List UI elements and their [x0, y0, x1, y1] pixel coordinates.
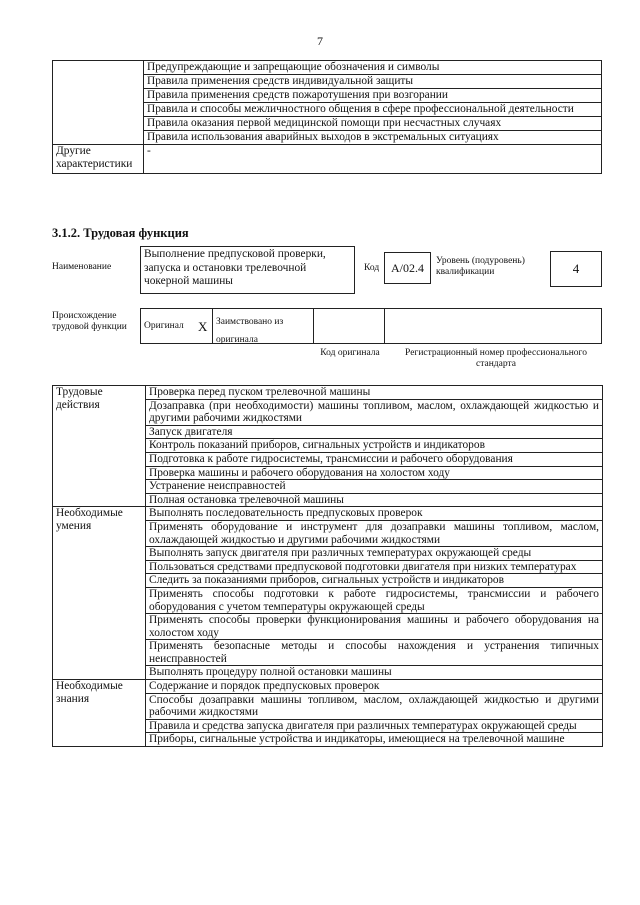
group-label: Трудовые действия: [53, 386, 146, 507]
table-cell: Выполнять запуск двигателя при различных температурах окружающей среды: [146, 547, 603, 561]
table-cell: Предупреждающие и запрещающие обозначения и символы: [144, 61, 602, 75]
page-number: 7: [317, 34, 323, 48]
table-cell: Выполнять процедуру полной остановки машины: [146, 666, 603, 680]
table-cell: Способы дозаправки машины топливом, маслом, охлаждающей жидкостью и другими рабочими жидкостями: [146, 693, 603, 719]
table-cell: Применять безопасные методы и способы нахождения и устранения типичных неисправностей: [146, 640, 603, 666]
borrowed-label: Заимствовано из оригинала: [216, 317, 284, 345]
group-label: Необходимые умения: [53, 507, 146, 680]
code-value: А/02.4: [391, 261, 424, 275]
table-row: [53, 507, 603, 521]
table-cell: Выполнять последовательность предпусковых проверок: [146, 507, 603, 521]
table-cell: Полная остановка трелевочной машины: [146, 493, 603, 507]
level-box: [550, 251, 602, 287]
table-row: [53, 680, 603, 694]
code-original-caption: Код оригинала: [320, 348, 380, 358]
table-row: [53, 61, 602, 75]
original-mark: X: [198, 319, 208, 334]
group-label: Необходимые знания: [53, 680, 146, 747]
table-cell: Правила применения средств индивидуальной защиты: [144, 75, 602, 89]
table-cell: Устранение неисправностей: [146, 480, 603, 494]
table-cell: Применять оборудование и инструмент для дозаправки машины топливом, маслом, охлаждающей жидкостью и другими рабочими жидкостями: [146, 520, 603, 546]
continued-table: [52, 60, 602, 174]
original-label: Оригинал: [144, 321, 184, 331]
level-value: 4: [572, 261, 580, 276]
name-label: Наименование: [52, 262, 112, 272]
table-cell: Правила применения средств пожаротушения при возгорании: [144, 89, 602, 103]
table-cell: Правила и средства запуска двигателя при различных температурах окружающей среды: [146, 719, 603, 733]
table-cell: Дозаправка (при необходимости) машины топливом, маслом, охлаждающей жидкостью и другими рабочими жидкостями: [146, 399, 603, 425]
table-cell: Правила оказания первой медицинской помощи при несчастных случаях: [144, 117, 602, 131]
table-cell: Правила использования аварийных выходов в экстремальных ситуациях: [144, 131, 602, 145]
other-characteristics-value: -: [144, 145, 602, 174]
continued-label-cell: [53, 61, 144, 145]
table-cell: Подготовка к работе гидросистемы, трансмиссии и рабочего оборудования: [146, 452, 603, 466]
table-cell: Запуск двигателя: [146, 425, 603, 439]
table-cell: Применять способы проверки функционирования машины и рабочего оборудования на холостом ходу: [146, 614, 603, 640]
table-cell: Содержание и порядок предпусковых проверок: [146, 680, 603, 694]
reg-number-cell: [384, 308, 602, 344]
origin-label: Происхождение трудовой функции: [52, 311, 127, 332]
table-cell: Следить за показаниями приборов, сигнальных устройств и индикаторов: [146, 574, 603, 588]
level-label: Уровень (подуровень) квалификации: [436, 256, 525, 277]
reg-number-caption: Регистрационный номер профессионального стандарта: [405, 348, 587, 369]
labor-function-table: [52, 385, 603, 747]
code-label: Код: [364, 263, 380, 273]
table-cell: Проверка перед пуском трелевочной машины: [146, 386, 603, 400]
table-cell: Правила и способы межличностного общения в сфере профессиональной деятельности: [144, 103, 602, 117]
original-cell: [140, 308, 213, 344]
table-row: [53, 386, 603, 400]
other-characteristics-label: Другие характеристики: [53, 145, 144, 174]
table-cell: Применять способы подготовки к работе гидросистемы, трансмиссии и рабочего оборудования с учетом температуры окружающей среды: [146, 587, 603, 613]
table-cell: Приборы, сигнальные устройства и индикаторы, имеющиеся на трелевочной машине: [146, 733, 603, 747]
table-cell: Пользоваться средствами предпусковой подготовки двигателя при низких температурах: [146, 560, 603, 574]
table-cell: Контроль показаний приборов, сигнальных устройств и индикаторов: [146, 439, 603, 453]
code-box: [384, 252, 431, 284]
section-heading: 3.1.2. Трудовая функция: [52, 226, 189, 240]
table-row: [53, 145, 602, 174]
function-name-box: [140, 246, 355, 294]
borrowed-cell: [212, 308, 314, 344]
code-original-cell: [313, 308, 385, 344]
function-name-value: Выполнение предпусковой проверки, запуска и остановки трелевочной чокерной машины: [144, 248, 326, 287]
table-cell: Проверка машины и рабочего оборудования на холостом ходу: [146, 466, 603, 480]
